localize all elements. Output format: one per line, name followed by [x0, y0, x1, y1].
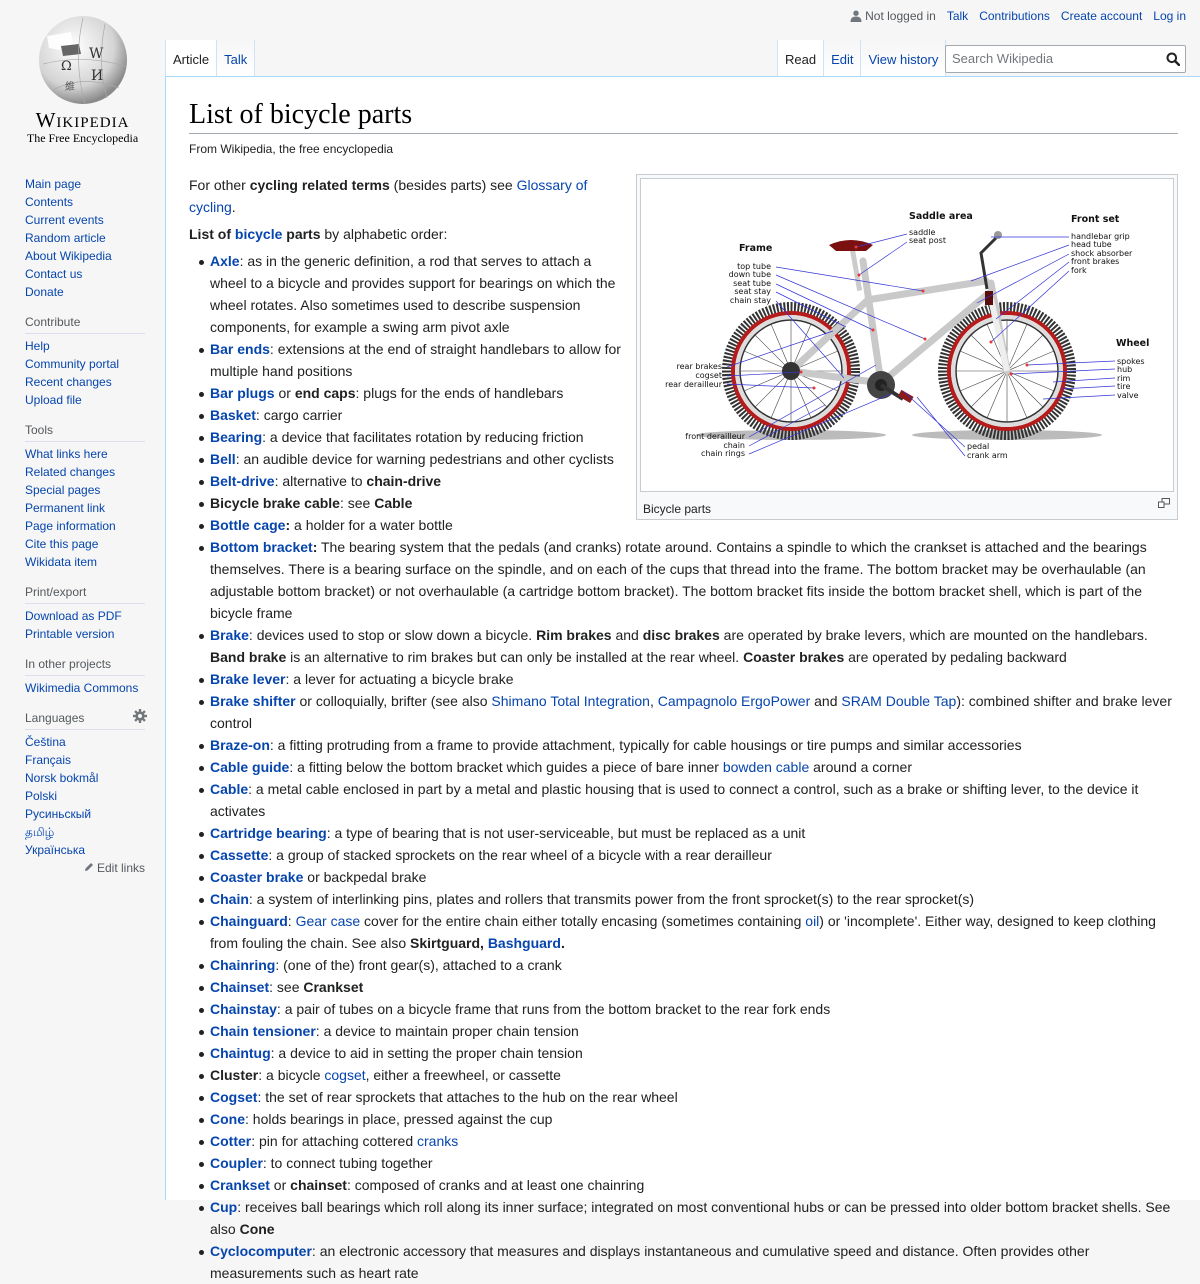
description-text: or — [274, 385, 295, 401]
list-item — [210, 1174, 1178, 1196]
sidebar-item-page-information[interactable]: Page information — [25, 519, 116, 533]
list-item — [210, 756, 1178, 778]
label-top-tube: top tube — [737, 262, 771, 271]
lang-rusyn[interactable]: Русиньскый — [25, 807, 92, 821]
svg-text:維: 維 — [65, 82, 75, 93]
term-link[interactable]: Chainstay — [210, 1001, 277, 1017]
list-item — [210, 1152, 1178, 1174]
label-rear-brakes: rear brakes — [676, 362, 722, 371]
user-icon — [850, 10, 862, 22]
description-text: : extensions at the end of straight handlebars to allow for multiple hand positions — [210, 341, 621, 379]
term-link[interactable]: Gear case — [295, 913, 361, 929]
list-intro: List of bicycle parts by alphabetic order: — [189, 226, 448, 242]
lang-norsk[interactable]: Norsk bokmål — [25, 771, 99, 785]
sidebar-item-cite-this-page[interactable]: Cite this page — [25, 537, 99, 551]
sidebar-languages — [25, 707, 145, 875]
intro-paragraph: For other cycling related terms (besides parts) see Glossary of cycling. — [189, 177, 588, 215]
term-link[interactable]: Chainguard — [210, 913, 288, 929]
site-tagline: From Wikipedia, the free encyclopedia — [189, 142, 394, 156]
list-item — [210, 470, 1178, 492]
description-text: or colloquially, brifter (see also — [295, 693, 492, 709]
description-text: around a corner — [809, 759, 912, 775]
description-text: and — [810, 693, 842, 709]
list-item — [210, 1240, 1178, 1284]
wikipedia-logo[interactable] — [0, 0, 165, 160]
bold-term: Cluster — [210, 1067, 259, 1083]
description-text: : a device that facilitates rotation by reducing friction — [262, 429, 584, 445]
svg-text:И: И — [91, 68, 104, 84]
other-projects-heading: In other projects — [25, 653, 145, 676]
description-text: , either a freewheel, or cassette — [365, 1067, 561, 1083]
label-pedal: pedal — [967, 442, 990, 451]
list-item — [210, 976, 1178, 998]
list-item — [210, 382, 1178, 404]
svg-text:Ω: Ω — [61, 59, 72, 74]
list-item — [210, 888, 1178, 910]
description-text: : devices used to stop or slow down a bicycle. — [248, 627, 537, 643]
term-link[interactable]: Bar ends — [210, 341, 270, 357]
label-saddle: saddle — [909, 228, 936, 237]
label-down-tube: down tube — [728, 270, 771, 279]
description-text: : pin for attaching cottered — [251, 1133, 417, 1149]
list-item — [210, 624, 1178, 668]
tab-edit[interactable]: Edit — [824, 40, 861, 76]
label-cogset: cogset — [695, 371, 722, 380]
tools-heading: Tools — [25, 419, 145, 442]
term-link[interactable]: Cable — [210, 781, 249, 797]
bold-term: chain-drive — [366, 473, 442, 489]
term-link[interactable]: Coupler — [210, 1155, 263, 1171]
create-account-link[interactable]: Create account — [1060, 9, 1143, 23]
logo-tagline: The Free Encyclopedia — [26, 131, 139, 145]
label-crank-arm: crank arm — [967, 451, 1008, 460]
description-text: : the set of rear sprockets that attaches to the hub on the rear wheel — [257, 1089, 678, 1105]
term-link[interactable]: Crankset — [210, 1177, 270, 1193]
main-content — [165, 76, 1200, 1281]
label-head-tube: head tube — [1071, 240, 1112, 249]
parts-list — [210, 250, 1178, 1284]
sidebar-contribute — [25, 311, 145, 409]
sidebar-item-donate[interactable]: Donate — [25, 285, 64, 299]
term-link[interactable]: Cotter — [210, 1133, 252, 1149]
label-chain-stay: chain stay — [729, 296, 771, 305]
description-text: : — [287, 913, 296, 929]
description-text: ) or 'incomplete'. Either way, designed to keep clothing from fouling the chain. See also — [210, 913, 1156, 951]
page-title: List of bicycle parts — [189, 97, 1178, 134]
description-text: : an electronic accessory that measures and displays instantaneous and cumulative speed and distance. Often provides other measurements such as heart rate — [210, 1243, 1090, 1281]
sidebar-item-related-changes[interactable]: Related changes — [25, 465, 116, 479]
list-item — [210, 668, 1178, 690]
personal-tools — [850, 9, 1186, 23]
description-text: : composed of cranks and at least one chainring — [346, 1177, 645, 1193]
sidebar-item-wikidata-item[interactable]: Wikidata item — [25, 555, 98, 569]
description-text: : as in the generic definition, a rod that serves to attach a wheel to a bicycle and provides support for bearings on which the wheel rotates. Also sometimes used to describe suspension components, for example a swing arm pivot axle — [210, 253, 616, 335]
contributions-link[interactable]: Contributions — [979, 9, 1050, 23]
term-link[interactable]: Cable guide — [210, 759, 290, 775]
description-text: : a metal cable enclosed in part by a metal and plastic housing that is used to connect a control, such as a brake or shifting lever, to the device it activates — [210, 781, 1139, 819]
not-logged-in: Not logged in — [850, 9, 936, 23]
list-item — [210, 1020, 1178, 1042]
lang-cestina[interactable]: Čeština — [25, 735, 66, 749]
description-text: a holder for a water bottle — [290, 517, 453, 533]
bold-term: : — [312, 539, 318, 555]
term-link[interactable]: Cartridge bearing — [210, 825, 327, 841]
description-text: are operated by pedaling backward — [844, 649, 1067, 665]
sidebar-item-random-article[interactable]: Random article — [25, 231, 106, 245]
sidebar-tools — [25, 419, 145, 571]
label-seat-tube: seat tube — [733, 279, 771, 288]
term-link[interactable]: Bottom bracket — [210, 539, 313, 555]
bold-term: Rim brakes — [536, 627, 612, 643]
description-text: : an audible device for warning pedestrians and other cyclists — [235, 451, 614, 467]
list-item — [210, 492, 1178, 514]
label-rim: rim — [1117, 374, 1131, 383]
search-icon[interactable] — [1166, 52, 1180, 66]
sidebar-item-upload-file[interactable]: Upload file — [25, 393, 82, 407]
term-link[interactable]: Chainring — [210, 957, 276, 973]
list-item — [210, 426, 1178, 448]
list-item — [210, 404, 1178, 426]
description-text: : (one of the) front gear(s), attached to a crank — [275, 957, 562, 973]
description-text: are operated by brake levers, which are mounted on the handlebars. — [719, 627, 1148, 643]
list-item — [210, 1108, 1178, 1130]
list-item — [210, 448, 1178, 470]
term-link[interactable]: Bar plugs — [210, 385, 275, 401]
log-in-link[interactable]: Log in — [1153, 9, 1186, 23]
description-text: : a system of interlinking pins, plates and rollers that transmits power from the front sprocket(s) to the rear sprocket(s) — [248, 891, 975, 907]
term-link[interactable]: Chainset — [210, 979, 270, 995]
label-valve: valve — [1117, 391, 1139, 400]
description-text: : cargo carrier — [255, 407, 343, 423]
view-tabs — [777, 40, 946, 76]
gear-icon[interactable] — [133, 709, 147, 723]
sidebar-item-current-events[interactable]: Current events — [25, 213, 104, 227]
label-seat-stay: seat stay — [734, 287, 771, 296]
description-text: : a pair of tubes on a bicycle frame that runs from the bottom bracket to the rear fork ends — [276, 1001, 831, 1017]
label-wheel: Wheel — [1116, 338, 1150, 349]
edit-links-button[interactable]: Edit links — [25, 861, 145, 875]
term-link[interactable]: SRAM Double Tap — [841, 693, 957, 709]
description-text: : plugs for the ends of handlebars — [355, 385, 564, 401]
description-text: : holds bearings in place, pressed against the cup — [245, 1111, 553, 1127]
description-text: , — [649, 693, 658, 709]
term-link[interactable]: Bottle cage — [210, 517, 286, 533]
description-text: : a lever for actuating a bicycle brake — [285, 671, 514, 687]
description-text: : a type of bearing that is not user-serviceable, but must be replaced as a unit — [326, 825, 806, 841]
term-link[interactable]: Braze-on — [210, 737, 270, 753]
term-link[interactable]: Coaster brake — [210, 869, 304, 885]
description-text: ): combined shifter and brake lever control — [210, 693, 1172, 731]
lang-polski[interactable]: Polski — [25, 789, 58, 803]
list-item — [210, 250, 1178, 338]
description-text: : see — [269, 979, 304, 995]
term-link[interactable]: cogset — [324, 1067, 366, 1083]
list-item — [210, 866, 1178, 888]
list-item — [210, 690, 1178, 734]
label-front-derailleur: front derailleur — [685, 432, 745, 441]
label-saddle-area: Saddle area — [909, 211, 973, 222]
label-spokes: spokes — [1117, 357, 1145, 366]
term-link[interactable]: Cup — [210, 1199, 238, 1215]
description-text: or — [269, 1177, 291, 1193]
list-item — [210, 1042, 1178, 1064]
list-item — [210, 910, 1178, 954]
label-shock-absorber: shock absorber — [1071, 249, 1133, 258]
label-hub: hub — [1117, 365, 1133, 374]
sidebar-item-download-pdf[interactable]: Download as PDF — [25, 609, 122, 623]
lang-tamil[interactable]: தமிழ் — [25, 825, 55, 839]
tab-read[interactable]: Read — [777, 40, 824, 76]
description-text: : alternative to — [274, 473, 367, 489]
article-body — [189, 174, 1178, 1284]
bold-term: chainset — [290, 1177, 347, 1193]
description-text: : to connect tubing together — [262, 1155, 433, 1171]
term-link[interactable]: Chaintug — [210, 1045, 271, 1061]
bold-term: Band brake — [210, 649, 287, 665]
description-text: cover for the entire chain either totally encasing (sometimes containing — [360, 913, 806, 929]
bold-term: Cone — [239, 1221, 275, 1237]
label-front-set: Front set — [1071, 214, 1120, 225]
term-link[interactable]: oil — [805, 913, 820, 929]
term-link[interactable]: Cyclocomputer — [210, 1243, 312, 1259]
term-link[interactable]: Bearing — [210, 429, 263, 445]
sidebar-item-what-links-here[interactable]: What links here — [25, 447, 108, 461]
bold-term: Crankset — [303, 979, 364, 995]
sidebar-other-projects — [25, 653, 145, 697]
term-link[interactable]: Cone — [210, 1111, 245, 1127]
term-link[interactable]: Cogset — [210, 1089, 258, 1105]
list-item — [210, 822, 1178, 844]
label-seat-post: seat post — [909, 236, 946, 245]
bold-term: . — [560, 935, 565, 951]
bold-term: Bicycle brake cable — [210, 495, 340, 511]
term-link[interactable]: Axle — [210, 253, 240, 269]
description-text: : a group of stacked sprockets on the rear wheel of a bicycle with a rear derailleur — [268, 847, 772, 863]
term-link[interactable]: Campagnolo ErgoPower — [657, 693, 811, 709]
svg-text:W: W — [89, 46, 104, 62]
bold-term: end caps — [294, 385, 356, 401]
tab-view-history[interactable]: View history — [861, 40, 946, 76]
list-item — [210, 1196, 1178, 1240]
list-item — [210, 734, 1178, 756]
description-text: : a fitting below the bottom bracket which guides a piece of bare inner — [289, 759, 723, 775]
sidebar-item-contact[interactable]: Contact us — [25, 267, 83, 281]
globe-icon — [33, 14, 133, 106]
term-link[interactable]: Belt-drive — [210, 473, 275, 489]
description-text: : a fitting protruding from a frame to provide attachment, typically for cable housings or tire pumps and similar accessories — [269, 737, 1022, 753]
description-text: and — [611, 627, 643, 643]
sidebar-item-wikimedia-commons[interactable]: Wikimedia Commons — [25, 681, 139, 695]
label-fork: fork — [1071, 266, 1087, 275]
tab-talk[interactable]: Talk — [217, 40, 255, 76]
list-item — [210, 998, 1178, 1020]
sidebar-item-printable-version[interactable]: Printable version — [25, 627, 115, 641]
lang-francais[interactable]: Français — [25, 753, 72, 767]
label-chain: chain — [723, 441, 745, 450]
term-link[interactable]: Chain — [210, 891, 249, 907]
list-item — [210, 1064, 1178, 1086]
sidebar-navigation — [25, 175, 145, 301]
sidebar-item-permanent-link[interactable]: Permanent link — [25, 501, 106, 515]
term-link[interactable]: Basket — [210, 407, 256, 423]
search-input[interactable]: Search Wikipedia — [945, 45, 1186, 73]
languages-heading: Languages — [25, 707, 145, 730]
lang-ukrainian[interactable]: Українська — [25, 843, 86, 857]
list-item — [210, 844, 1178, 866]
talk-link[interactable]: Talk — [946, 9, 969, 23]
sidebar-print-export — [25, 581, 145, 643]
contribute-heading: Contribute — [25, 311, 145, 334]
bold-term: Coaster brakes — [743, 649, 845, 665]
sidebar-item-help[interactable]: Help — [25, 339, 50, 353]
sidebar-item-about[interactable]: About Wikipedia — [25, 249, 112, 263]
glossary-link[interactable]: Glossary of cycling — [189, 177, 588, 215]
list-item — [210, 338, 1178, 382]
list-item — [210, 514, 1178, 536]
term-link[interactable]: Brake lever — [210, 671, 286, 687]
bold-term: Skirtguard, — [410, 935, 488, 951]
figure-caption: Bicycle parts — [640, 492, 1174, 516]
term-link[interactable]: Chain tensioner — [210, 1023, 316, 1039]
term-link[interactable]: cranks — [417, 1133, 459, 1149]
description-text: : receives ball bearings which roll along its inner surface; integrated on most conventional hubs or can be pressed into older bottom bracket shells. See also — [210, 1199, 1171, 1237]
description-text: : a device to aid in setting the proper chain tension — [270, 1045, 583, 1061]
sidebar-item-special-pages[interactable]: Special pages — [25, 483, 101, 497]
sidebar-item-recent-changes[interactable]: Recent changes — [25, 375, 112, 389]
sidebar — [0, 160, 165, 885]
sidebar-item-contents[interactable]: Contents — [25, 195, 74, 209]
term-link[interactable]: Cassette — [210, 847, 269, 863]
term-link[interactable]: Bell — [210, 451, 236, 467]
term-link[interactable]: Brake shifter — [210, 693, 296, 709]
label-rear-derailleur: rear derailleur — [665, 380, 722, 389]
wordmark: Wikipedia — [35, 108, 130, 132]
label-chain-rings: chain rings — [700, 449, 745, 458]
bold-term: Cable — [374, 495, 413, 511]
namespace-tabs — [165, 40, 255, 76]
description-text: The bearing system that the pedals (and cranks) rotate around. Contains a spindle to which the crankset is attached and the bearings themselves. There is a bearing surface on the spindle, and on each of the cups that thread into the frame. The bottom bracket may be overhaulable (an adjustable bottom bracket) or not overhaulable (a cartridge bottom bracket). The bottom bracket fits inside the bottom bracket shell, which is part of the bicycle frame — [210, 539, 1147, 621]
label-front-brakes: front brakes — [1071, 257, 1120, 266]
print-export-heading: Print/export — [25, 581, 145, 604]
list-item — [210, 954, 1178, 976]
list-item — [210, 778, 1178, 822]
term-link[interactable]: bowden cable — [722, 759, 810, 775]
label-tire: tire — [1117, 382, 1131, 391]
list-item — [210, 536, 1178, 624]
term-link[interactable]: Bashguard — [487, 935, 561, 951]
description-text: : see — [339, 495, 375, 511]
list-item — [210, 1130, 1178, 1152]
pencil-icon — [84, 862, 94, 872]
term-link[interactable]: Brake — [210, 627, 249, 643]
description-text: is an alternative to rim brakes but can only be installed at the rear wheel. — [286, 649, 744, 665]
description-text: : a device to maintain proper chain tension — [315, 1023, 579, 1039]
description-text: : a bicycle — [258, 1067, 325, 1083]
bold-term: : — [285, 517, 291, 533]
term-link[interactable]: Shimano Total Integration — [491, 693, 650, 709]
bicycle-link[interactable]: bicycle — [234, 226, 283, 242]
description-text: or backpedal brake — [303, 869, 427, 885]
label-frame: Frame — [739, 243, 773, 254]
label-handlebar-grip: handlebar grip — [1071, 232, 1130, 241]
tab-article[interactable]: Article — [165, 40, 217, 76]
sidebar-item-community-portal[interactable]: Community portal — [25, 357, 120, 371]
list-item — [210, 1086, 1178, 1108]
bold-term: disc brakes — [642, 627, 720, 643]
sidebar-item-main-page[interactable]: Main page — [25, 177, 82, 191]
